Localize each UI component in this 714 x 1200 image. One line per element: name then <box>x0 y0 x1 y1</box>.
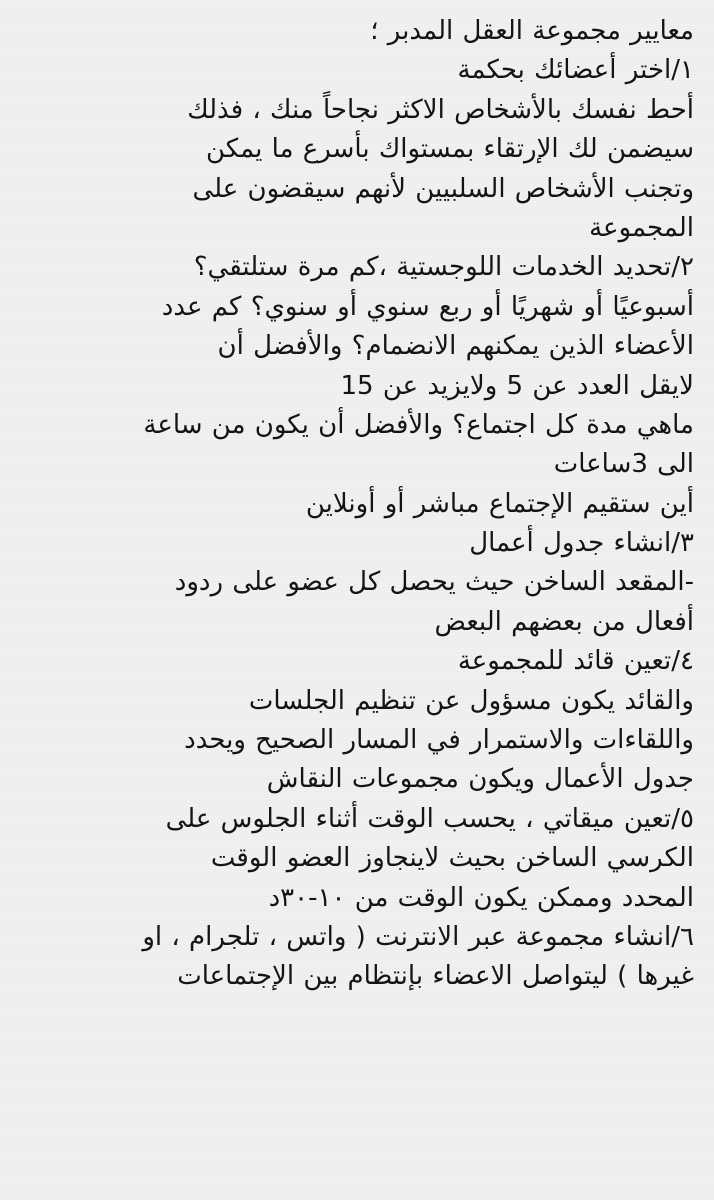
item-4-heading: ٤/تعين قائد للمجموعة <box>457 646 694 677</box>
note-title: معايير مجموعة العقل المدبر ؛ <box>370 16 694 46</box>
text-line: الكرسي الساخن بحيث لاينجاوز العضو الوقت <box>210 843 694 874</box>
text-line: والقائد يكون مسؤول عن تنظيم الجلسات <box>248 685 694 716</box>
text-line: المجموعة <box>589 212 694 243</box>
text-line: أين ستقيم الإجتماع مباشر أو أونلاين <box>305 488 694 519</box>
text-line: الى 3ساعات <box>553 449 694 480</box>
item-6-heading: ٦/انشاء مجموعة عبر الانترنت ( واتس ، تلجرام ، او <box>142 921 694 952</box>
text-line: غيرها ) ليتواصل الاعضاء بإنتظام بين الإجتماعات <box>177 961 694 992</box>
text-line: أسبوعيًا أو شهريًا أو ربع سنوي أو سنوي؟ كم عدد <box>161 291 694 322</box>
item-5-heading: ٥/تعين ميقاتي ، يحسب الوقت أثناء الجلوس على <box>165 803 694 834</box>
text-line: وتجنب الأشخاص السلبيين لأنهم سيقضون على <box>192 173 694 204</box>
item-1-heading: ١/اختر أعضائك بحكمة <box>457 55 694 86</box>
text-line: جدول الأعمال ويكون مجموعات النقاش <box>266 764 694 795</box>
text-line: واللقاءات والاستمرار في المسار الصحيح ويحدد <box>184 725 694 756</box>
text-line: المحدد وممكن يكون الوقت من ١٠-٣٠د <box>268 882 694 913</box>
text-line: لايقل العدد عن 5 ولايزيد عن 15 <box>340 370 694 401</box>
text-line: -المقعد الساخن حيث يحصل كل عضو على ردود <box>174 567 694 598</box>
text-line: أفعال من بعضهم البعض <box>434 606 694 637</box>
text-line: أحط نفسك بالأشخاص الاكثر نجاحاً منك ، فذلك <box>187 94 694 125</box>
item-2-heading: ٢/تحديد الخدمات اللوجستية ،كم مرة ستلتقي؟ <box>193 252 694 283</box>
text-line: الأعضاء الذين يمكنهم الانضمام؟ والأفضل أن <box>217 331 694 362</box>
text-line: سيضمن لك الإرتقاء بمستواك بأسرع ما يمكن <box>205 134 694 165</box>
text-line: ماهي مدة كل اجتماع؟ والأفضل أن يكون من ساعة <box>143 409 694 440</box>
item-3-heading: ٣/انشاء جدول أعمال <box>469 528 694 559</box>
